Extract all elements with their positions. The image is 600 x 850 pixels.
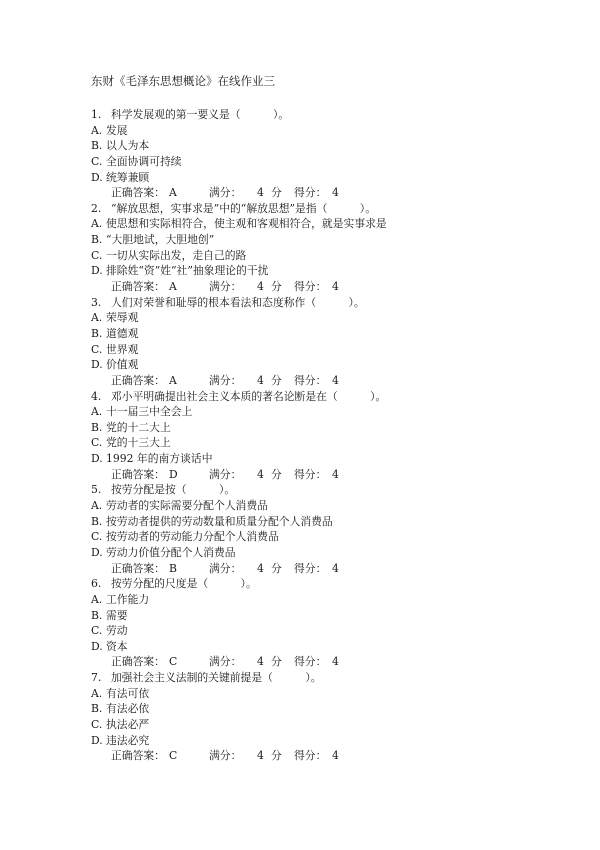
option-text: 排除姓“资”姓“社”抽象理论的干扰 (106, 264, 269, 278)
question-stem (91, 482, 571, 498)
option-letter: A. (91, 686, 103, 700)
full-score-value: 4 (257, 280, 264, 294)
option-letter: D. (91, 733, 103, 747)
full-score-label: 满分： (209, 186, 242, 200)
option-text: 劳动 (106, 624, 128, 638)
option-text: 荣辱观 (106, 311, 139, 325)
option-letter: D. (91, 170, 103, 184)
question-list (91, 107, 571, 764)
answer-label: 正确答案： (111, 186, 165, 200)
answer-label: 正确答案： (111, 373, 165, 387)
answer-value: B (169, 561, 177, 575)
option-item (91, 216, 571, 232)
question-text: 邓小平明确提出社会主义本质的著名论断是在（ ）。 (111, 389, 387, 403)
option-item (91, 623, 571, 639)
question-stem (91, 201, 571, 217)
option-text: 党的十二大上 (106, 420, 171, 434)
answer-label: 正确答案： (111, 561, 165, 575)
question-stem (91, 389, 571, 405)
option-letter: D. (91, 358, 103, 372)
answer-line (91, 654, 571, 670)
question-number: 4. (91, 389, 102, 403)
option-text: 按劳动者的劳动能力分配个人消费品 (106, 530, 279, 544)
option-text: 道德观 (106, 326, 139, 340)
option-item (91, 170, 571, 186)
full-score-value: 4 (257, 561, 264, 575)
option-text: 一切从实际出发，走自己的路 (106, 248, 247, 262)
option-text: 发展 (106, 123, 128, 137)
option-text: 按劳动者提供的劳动数量和质量分配个人消费品 (106, 514, 333, 528)
option-item (91, 357, 571, 373)
option-letter: B. (91, 139, 103, 153)
option-item (91, 310, 571, 326)
answer-line (91, 561, 571, 577)
answer-line (91, 373, 571, 389)
got-score-value: 4 (332, 655, 339, 669)
option-item (91, 404, 571, 420)
full-score-label: 满分： (209, 655, 242, 669)
question-number: 5. (91, 483, 102, 497)
got-score-label: 得分： (294, 280, 327, 294)
option-item (91, 154, 571, 170)
document-title: 东财《毛泽东思想概论》在线作业三 (91, 74, 275, 88)
answer-value: A (169, 373, 177, 387)
option-letter: B. (91, 514, 103, 528)
option-letter: A. (91, 592, 103, 606)
option-letter: B. (91, 608, 103, 622)
option-text: 执法必严 (106, 717, 150, 731)
option-item (91, 529, 571, 545)
full-score-label: 满分： (209, 749, 242, 763)
answer-line (91, 185, 571, 201)
option-item (91, 435, 571, 451)
answer-label: 正确答案： (111, 655, 165, 669)
full-score-label: 满分： (209, 561, 242, 575)
option-text: 劳动者的实际需要分配个人消费品 (106, 499, 268, 513)
question-number: 6. (91, 577, 102, 591)
option-item (91, 639, 571, 655)
full-score-value: 4 (257, 467, 264, 481)
option-letter: C. (91, 248, 103, 262)
question-text: 科学发展观的第一要义是（ ）。 (111, 108, 290, 121)
option-letter: A. (91, 123, 103, 137)
answer-label: 正确答案： (111, 280, 165, 294)
option-item (91, 608, 571, 624)
option-item (91, 326, 571, 342)
got-score-label: 得分： (294, 467, 327, 481)
option-item (91, 514, 571, 530)
answer-label: 正确答案： (111, 749, 165, 763)
full-score-label: 满分： (209, 467, 242, 481)
option-item (91, 248, 571, 264)
answer-value: C (169, 655, 178, 669)
option-text: 资本 (106, 639, 128, 653)
option-letter: A. (91, 311, 103, 325)
option-letter: C. (91, 717, 103, 731)
answer-value: D (169, 467, 178, 481)
option-letter: A. (91, 405, 103, 419)
option-text: 违法必究 (106, 733, 150, 747)
got-score-value: 4 (332, 280, 339, 294)
score-unit: 分 (271, 280, 282, 294)
option-letter: D. (91, 452, 103, 466)
option-text: 有法必依 (106, 702, 150, 716)
option-item (91, 342, 571, 358)
answer-line (91, 279, 571, 295)
option-item (91, 420, 571, 436)
option-text: 十一届三中全会上 (106, 405, 193, 419)
option-text: 1992 年的南方谈话中 (106, 452, 213, 466)
option-item (91, 701, 571, 717)
option-letter: B. (91, 233, 103, 247)
option-letter: D. (91, 545, 103, 559)
score-unit: 分 (271, 655, 282, 669)
got-score-label: 得分： (294, 561, 327, 575)
option-item (91, 123, 571, 139)
full-score-label: 满分： (209, 280, 242, 294)
full-score-label: 满分： (209, 373, 242, 387)
option-item (91, 138, 571, 154)
option-text: 价值观 (106, 358, 139, 372)
option-letter: C. (91, 436, 103, 450)
option-text: 全面协调可持续 (106, 154, 182, 168)
option-text: 使思想和实际相符合，使主观和客观相符合，就是实事求是 (106, 217, 387, 231)
score-unit: 分 (271, 186, 282, 200)
option-text: 有法可依 (106, 686, 150, 700)
question-stem (91, 295, 571, 311)
full-score-value: 4 (257, 373, 264, 387)
got-score-label: 得分： (294, 749, 327, 763)
answer-line (91, 748, 571, 764)
option-letter: D. (91, 264, 103, 278)
score-unit: 分 (271, 749, 282, 763)
full-score-value: 4 (257, 655, 264, 669)
option-letter: C. (91, 154, 103, 168)
question-text: 加强社会主义法制的关键前提是（ ）。 (111, 671, 322, 685)
question-text: 人们对荣誉和耻辱的根本看法和态度称作（ ）。 (111, 295, 365, 309)
score-unit: 分 (271, 561, 282, 575)
option-letter: B. (91, 326, 103, 340)
option-item (91, 451, 571, 467)
option-item (91, 263, 571, 279)
option-letter: C. (91, 530, 103, 544)
question-text: 按劳分配的尺度是（ ）。 (111, 577, 257, 591)
option-text: 工作能力 (106, 592, 150, 606)
option-letter: C. (91, 342, 103, 356)
option-item (91, 498, 571, 514)
question-stem (91, 576, 571, 592)
question-number: 2. (91, 201, 102, 215)
option-item (91, 733, 571, 749)
option-letter: C. (91, 624, 103, 638)
option-text: “大胆地试，大胆地创” (106, 233, 215, 247)
answer-value: C (169, 749, 178, 763)
option-text: 党的十三大上 (106, 436, 171, 450)
question-number: 3. (91, 295, 102, 309)
answer-value: A (169, 280, 177, 294)
got-score-value: 4 (332, 186, 339, 200)
answer-line (91, 467, 571, 483)
option-item (91, 686, 571, 702)
option-letter: B. (91, 420, 103, 434)
got-score-value: 4 (332, 373, 339, 387)
got-score-label: 得分： (294, 373, 327, 387)
question-stem (91, 670, 571, 686)
option-letter: A. (91, 499, 103, 513)
answer-value: A (169, 186, 177, 200)
full-score-value: 4 (257, 749, 264, 763)
score-unit: 分 (271, 373, 282, 387)
option-text: 需要 (106, 608, 128, 622)
question-text: 按劳分配是按（ ）。 (111, 483, 236, 497)
got-score-label: 得分： (294, 186, 327, 200)
option-item (91, 545, 571, 561)
answer-label: 正确答案： (111, 467, 165, 481)
question-number: 1. (91, 108, 102, 121)
got-score-value: 4 (332, 467, 339, 481)
option-text: 统筹兼顾 (106, 170, 150, 184)
option-letter: B. (91, 702, 103, 716)
option-text: 以人为本 (106, 139, 150, 153)
option-text: 世界观 (106, 342, 139, 356)
question-text: “解放思想，实事求是”中的“解放思想”是指（ ）。 (111, 201, 377, 215)
score-unit: 分 (271, 467, 282, 481)
option-letter: D. (91, 639, 103, 653)
full-score-value: 4 (257, 186, 264, 200)
option-text: 劳动力价值分配个人消费品 (106, 545, 236, 559)
question-stem (91, 107, 571, 123)
got-score-value: 4 (332, 561, 339, 575)
option-item (91, 232, 571, 248)
option-item (91, 717, 571, 733)
question-number: 7. (91, 671, 102, 685)
option-item (91, 592, 571, 608)
got-score-label: 得分： (294, 655, 327, 669)
option-letter: A. (91, 217, 103, 231)
got-score-value: 4 (332, 749, 339, 763)
